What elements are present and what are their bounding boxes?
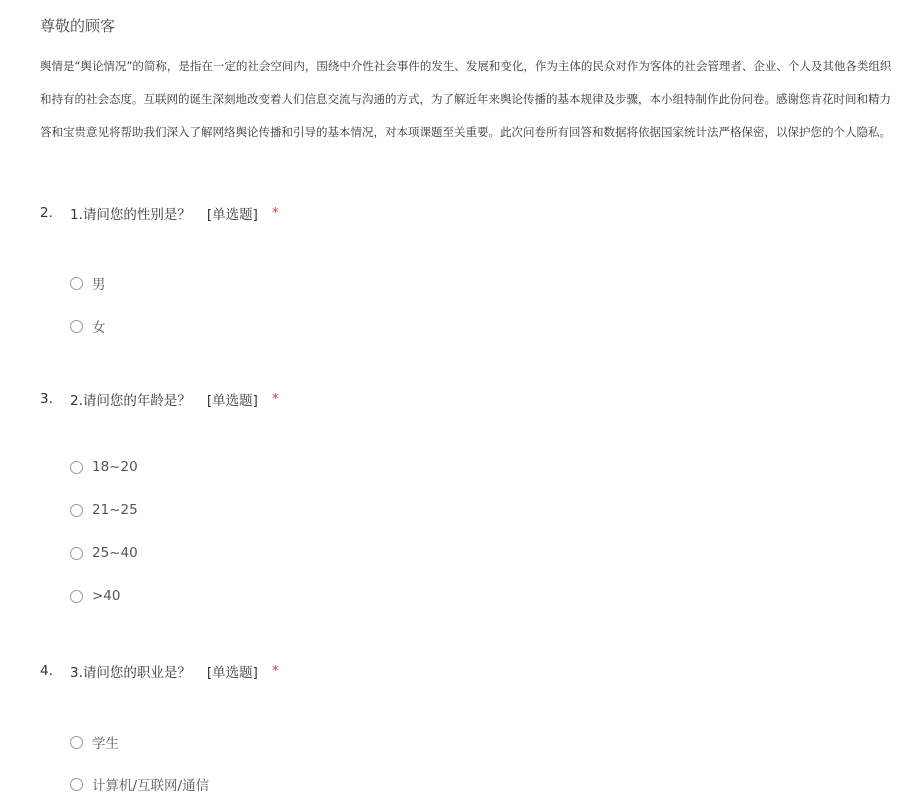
intro-line: 和持有的社会态度。互联网的诞生深刻地改变着人们信息交流与沟通的方式，为了解近年来舆论传播的基本规律及步骤，本小组特制作此份问卷。感谢您肯花时间和精力 [40, 92, 891, 106]
option-label: 25~40 [92, 545, 138, 561]
radio-button[interactable] [70, 277, 83, 290]
question-number: 4. [40, 663, 53, 679]
option-label: 计算机/互联网/通信 [92, 778, 210, 794]
option-label: >40 [92, 588, 121, 604]
question-text: 2.请问您的年龄是？ [70, 393, 191, 409]
option-label: 21~25 [92, 502, 138, 518]
intro-line: 舆情是“舆论情况”的简称，是指在一定的社会空间内，围绕中介性社会事件的发生、发展和变化，作为主体的民众对作为客体的社会管理者、企业、个人及其他各类组织 [40, 59, 892, 73]
radio-button[interactable] [70, 320, 83, 333]
required-mark: * [271, 205, 279, 221]
radio-button[interactable] [70, 504, 83, 517]
option-gender-male[interactable] [70, 273, 106, 293]
question-text: 1.请问您的性别是？ [70, 207, 191, 223]
question-occupation-title [40, 661, 279, 681]
question-gender-title [40, 203, 279, 223]
intro-line: 答和宝贵意见将帮助我们深入了解网络舆论传播和引导的基本情况，对本项课题至关重要。此次问卷所有回答和数据将依据国家统计法严格保密，以保护您的个人隐私。 [40, 125, 891, 139]
radio-button[interactable] [70, 461, 83, 474]
question-text: 3.请问您的职业是？ [70, 665, 191, 681]
option-occupation-student[interactable] [70, 732, 119, 752]
option-label: 女 [92, 320, 106, 336]
radio-button[interactable] [70, 778, 83, 791]
greeting-title: 尊敬的顾客 [40, 17, 116, 35]
option-age-25-40[interactable] [70, 545, 138, 561]
option-label: 男 [92, 277, 106, 293]
option-age-21-25[interactable] [70, 502, 138, 518]
radio-button[interactable] [70, 547, 83, 560]
option-label: 18~20 [92, 459, 138, 475]
question-age-title [40, 389, 279, 409]
radio-button[interactable] [70, 590, 83, 603]
question-number: 2. [40, 205, 53, 221]
option-gender-female[interactable] [70, 316, 106, 336]
question-type: [单选题] [206, 393, 258, 409]
option-label: 学生 [92, 736, 119, 752]
option-age-over-40[interactable] [70, 588, 121, 604]
option-occupation-it[interactable] [70, 774, 209, 794]
question-type: [单选题] [206, 207, 258, 223]
required-mark: * [271, 391, 279, 407]
radio-button[interactable] [70, 736, 83, 749]
required-mark: * [271, 663, 279, 679]
question-type: [单选题] [206, 665, 258, 681]
question-number: 3. [40, 391, 53, 407]
option-age-18-20[interactable] [70, 459, 138, 475]
